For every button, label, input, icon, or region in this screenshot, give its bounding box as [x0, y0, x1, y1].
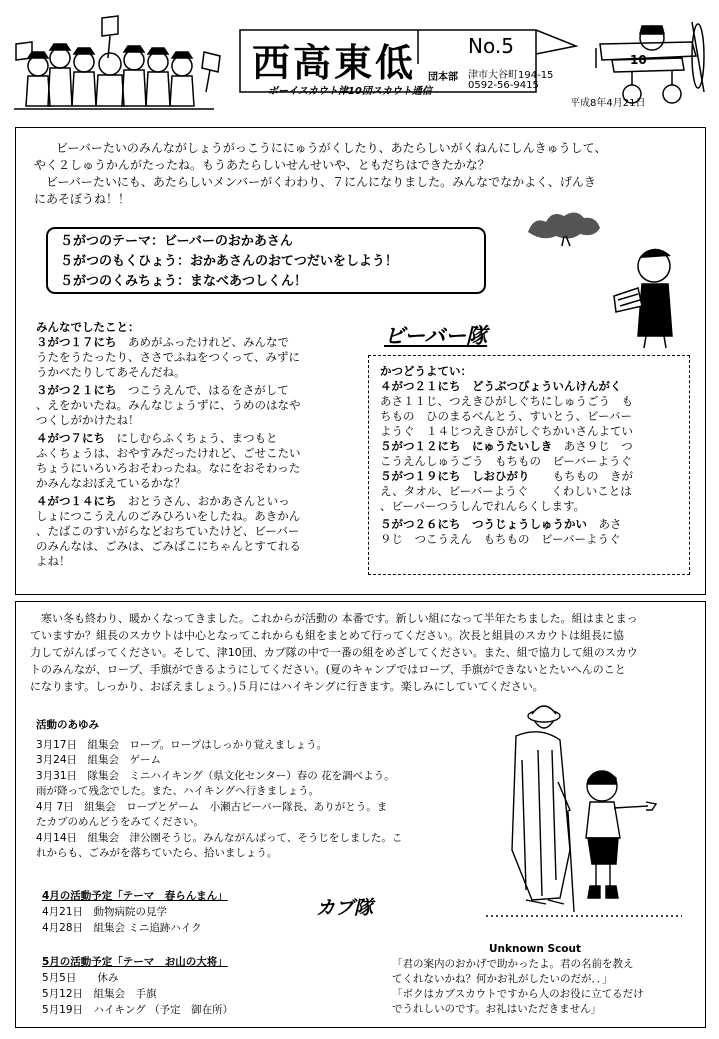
history-line: 3月31日 隊集会 ミニハイキング（県文化センター）春の 花を調べよう。 — [36, 769, 395, 782]
plan-tail: もちもの きが — [529, 469, 633, 483]
plan-item — [380, 517, 685, 547]
done-line: よね！ — [36, 554, 71, 568]
beaver-intro-line: にあそぼうね！！ — [34, 192, 131, 206]
cub-history — [36, 718, 466, 862]
april-line: 4月28日 組集会 ミニ追跡ハイク — [42, 922, 202, 934]
org-phone: 0592-56-9415 — [468, 80, 539, 91]
beaver-intro-line: ビーバーたいにも、あたらしいメンバーがくわわり、７にんになりました。みんなでなかよく、げんき — [46, 175, 596, 189]
done-date: ３がつ２１にち — [36, 383, 117, 397]
history-line: たカブのめんどうをみてください。 — [36, 816, 204, 828]
monthly-theme-box — [46, 227, 486, 294]
plan-tail: あさ — [587, 517, 622, 531]
beaver-intro-line: やく２しゅうかんがたったね。もうあたらしいせんせいや、ともだちはできたかな？ — [34, 158, 490, 172]
cub-intro-line: ていますか？組長のスカウトは中心となってこれからも組をまとめて行ってください。次長と組員のスカウトは組長に協 — [30, 629, 624, 642]
done-item — [36, 431, 356, 491]
done-line: 、えをかいたね。みんなじょうずに、うめのはなや — [36, 398, 301, 412]
april-title: 4月の活動予定「テーマ 春らんまん」 — [42, 890, 228, 902]
beaver-intro-line: ビーバーたいのみんながしょうがっこうににゅうがくしたり、あたらしいがくねんにしんきゅうして、 — [56, 141, 607, 155]
done-item — [36, 335, 356, 380]
issue-date: 平成8年4月21日 — [570, 98, 646, 109]
boy-looking-up-illustration — [598, 240, 688, 350]
cub-intro-line: 寒い冬も終わり、暖かくなってきました。これからが活動の 本番です。新しい組になって半年たちました。組はまとまっ — [30, 612, 638, 625]
plan-head: ５がつ１２にち にゅうたいしき — [380, 439, 553, 453]
tree-illustration — [524, 206, 604, 246]
plan-line: ちもの ひのまるべんとう、すいとう、ビーバー — [380, 409, 632, 423]
beaver-intro — [34, 140, 674, 208]
done-item — [36, 494, 356, 569]
cub-may-plans — [42, 954, 342, 1018]
done-title: みんなでしたこと： — [36, 320, 140, 334]
plan-head: ５がつ１９にち しおひがり — [380, 469, 530, 483]
may-title: 5月の活動予定「テーマ お山の大将」 — [42, 956, 228, 968]
caption-line: 「君の案内のおかげで助かったよ。君の名前を教え — [392, 958, 634, 970]
cub-intro-line: 力してがんばってください。そして、津10団、カブ隊の中で一番の組をめざしてください。また、組で協力して組のスカウ — [30, 646, 638, 659]
leader-line: ５がつのくみちょう：まなべあつしくん！ — [60, 274, 308, 289]
caption-line: 「ボクはカブスカウトですから人のお役に立てるだけ — [392, 988, 644, 1000]
done-line: ちょうにいろいろおそわったね。なにをおそわった — [36, 461, 301, 475]
caption-line: てくれないかね？何かお礼がしたいのだが．．」 — [392, 973, 613, 985]
done-line: かみんなおぼえているかな？ — [36, 476, 186, 490]
april-line: 4月21日 動物病院の見学 — [42, 906, 168, 918]
plan-tail: あさ９じ つ — [552, 439, 633, 453]
plan-item — [380, 379, 685, 439]
goal-line: ５がつのもくひょう：おかあさんのおてつだいをしよう！ — [60, 254, 398, 269]
org-label: 団本部 — [428, 72, 458, 83]
plane-number: 10 — [630, 53, 647, 67]
done-date: ４がつ１４にち — [36, 494, 117, 508]
done-line: のみんなは、ごみは、ごみばこにちゃんとすてれる — [36, 539, 301, 553]
old-man-and-scout-illustration — [486, 700, 686, 930]
caption-line: でうれしいのです。お礼はいただきません」 — [392, 1003, 602, 1015]
plan-line: ようぐ １４じつえきひがしぐちかいさんよてい — [380, 424, 633, 438]
illustration-caption — [392, 942, 698, 1017]
kids-illustration — [14, 14, 224, 114]
history-line: 4月14日 組集会 津公園そうじ。みんながんばって、そうじをしました。こ — [36, 831, 403, 844]
history-title: 活動のあゆみ — [36, 719, 99, 731]
cub-intro-line: トのみんなが、ロープ、手旗ができるようにしてください。(夏のキャンプではロープ、手旗ができないとたいへんのこと — [30, 663, 626, 676]
cub-section-title: カブ隊 — [316, 897, 374, 919]
plan-head: ４がつ２１にち どうぶつびょういんけんがく — [380, 379, 622, 393]
plan-line: え、タオル、ビーバーようぐ くわしいことは — [380, 484, 632, 498]
done-line: あめがふったけれど、みんなで — [116, 335, 289, 349]
plan-head: ５がつ２６にち つうじょうしゅうかい — [380, 517, 587, 531]
done-line: おとうさん、おかあさんといっ — [116, 494, 290, 508]
masthead-title: 西高東低 — [252, 41, 417, 85]
beaver-plans-list — [380, 364, 685, 547]
done-date: ３がつ１７にち — [36, 335, 117, 349]
history-line: 4月 7日 組集会 ロープとゲーム 小瀬古ビーバー隊長、ありがとう。ま — [36, 800, 388, 813]
org-address: 津市大谷町194-15 — [468, 70, 554, 81]
done-line: しょにつこうえんのごみひろいをしたね。あきかん — [36, 509, 301, 523]
history-line: れからも、ごみがを落ちていたら、拾いましょう。 — [36, 847, 278, 859]
may-line: 5月19日 ハイキング （予定 御在所） — [42, 1004, 234, 1016]
done-item — [36, 383, 356, 428]
plan-line: ９じ つこうえん もちもの ビーバーようぐ — [380, 532, 621, 546]
beaver-done-list — [36, 320, 356, 569]
history-line: 3月17日 組集会 ロープ。ロープはしっかり覚えましょう。 — [36, 738, 328, 751]
airplane-illustration — [592, 8, 712, 108]
issue-number: No.5 — [468, 34, 514, 58]
cub-intro — [30, 610, 700, 695]
beaver-section-title: ビーバー隊 — [384, 324, 488, 348]
done-line: うたをうたったり、ささでふねをつくって、みずに — [36, 350, 301, 364]
cub-april-plans — [42, 888, 302, 936]
done-line: つくしがかけたね！ — [36, 413, 140, 427]
done-line: ふくちょうは、おやすみだったけれど、ごせこたい — [36, 446, 301, 460]
theme-line: ５がつのテーマ：ビーバーのおかあさん — [60, 234, 293, 249]
done-line: 、たばこのすいがらなどおちていたけど、ビーバー — [36, 524, 300, 538]
cub-intro-line: になります。しっかり、おぼえましょう。)５月にはハイキングに行きます。楽しみにしていてください。 — [30, 680, 544, 693]
done-date: ４がつ７にち — [36, 431, 105, 445]
plan-line: 、ビーバーつうしんでれんらくします。 — [380, 499, 586, 513]
history-line: 3月24日 組集会 ゲーム — [36, 754, 162, 766]
done-line: つこうえんで、はるをさがして — [116, 383, 289, 397]
newsletter-subtitle: ボーイスカウト津10団スカウト通信 — [268, 86, 432, 97]
caption-title: Unknown Scout — [489, 943, 581, 955]
history-line: 雨が降って残念でした。また、ハイキングへ行きましょう。 — [36, 785, 320, 797]
done-line: にしむらふくちょう、まつもと — [105, 431, 278, 445]
plan-item — [380, 469, 685, 514]
plan-item — [380, 439, 685, 469]
may-line: 5月5日 休み — [42, 972, 119, 984]
plan-line: あさ１１じ、つえきひがしぐちにしゅうごう も — [380, 394, 633, 408]
may-line: 5月12日 組集会 手旗 — [42, 988, 157, 1000]
plans-title: かつどうよてい： — [380, 364, 472, 378]
plan-line: こうえんしゅうごう もちもの ビーバーようぐ — [380, 454, 632, 468]
done-line: うかべたりしてあそんだね。 — [36, 365, 186, 379]
